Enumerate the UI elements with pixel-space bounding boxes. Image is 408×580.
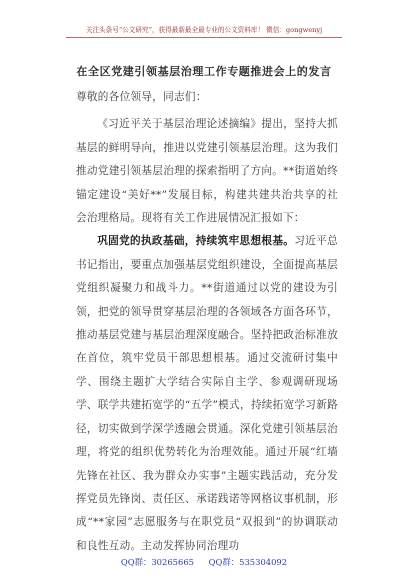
paragraph-2-body: 习近平总书记指出，要重点加强基层党组织建设，全面提高基层党组织凝聚力和战斗力。**街道通过以党的建设为引领，把党的领导贯穿基层治理的各领域各方面各环节，推动基层党建与基层治理深度融合。坚持把政治标准放在首位，筑牢党员干部思想根基。通过交流研讨集中学、围绕主题扩大学结合实际自主学、参观调研现场学、联学共建拓宽学的“五学”模式，持续拓宽学习新路径，切实做到学深学透融会贯通。深化党建引领基层治理，将党的组织优势转化为治理效能。通过开展“红墙先锋在社区、我为群众办实事”主题实践活动，充分发挥党员先锋岗、责任区、承诺践诺等网格议事机制，形成“**家园”志愿服务与在职党员“双报到”的协调联动和良性互动。主动发挥协同治理功 [76,235,339,552]
greeting: 尊敬的各位领导，同志们： [76,91,207,103]
footer [0,556,408,568]
footer-qq-group-2: QQ群：535304092 [208,557,288,567]
header-promo-text: 关注头条号“公文研究”，获得最新最全最专业的公文资料库！ 微信：gongwenyj [85,26,323,34]
paragraph-2 [76,230,338,558]
footer-qq-group-1: QQ群：30265665 [120,557,194,567]
paragraph-2-lead: 巩固党的执政基础，持续筑牢思想根基。 [97,235,295,248]
header-divider [66,37,342,38]
paragraph-1: 《习近平关于基层治理论述摘编》提出，坚持大抓基层的鲜明导向，推进以党建引领基层治理。这为我们推动党建引领基层治理的探索指明了方向。**街道始终锚定建设“美好**”发展目标，构建共建共治共享的社会治理格局。现将有关工作进展情况汇报如下： [76,118,338,225]
document-body [76,86,338,558]
document-title: 在全区党建引领基层治理工作专题推进会上的发言 [76,65,332,78]
